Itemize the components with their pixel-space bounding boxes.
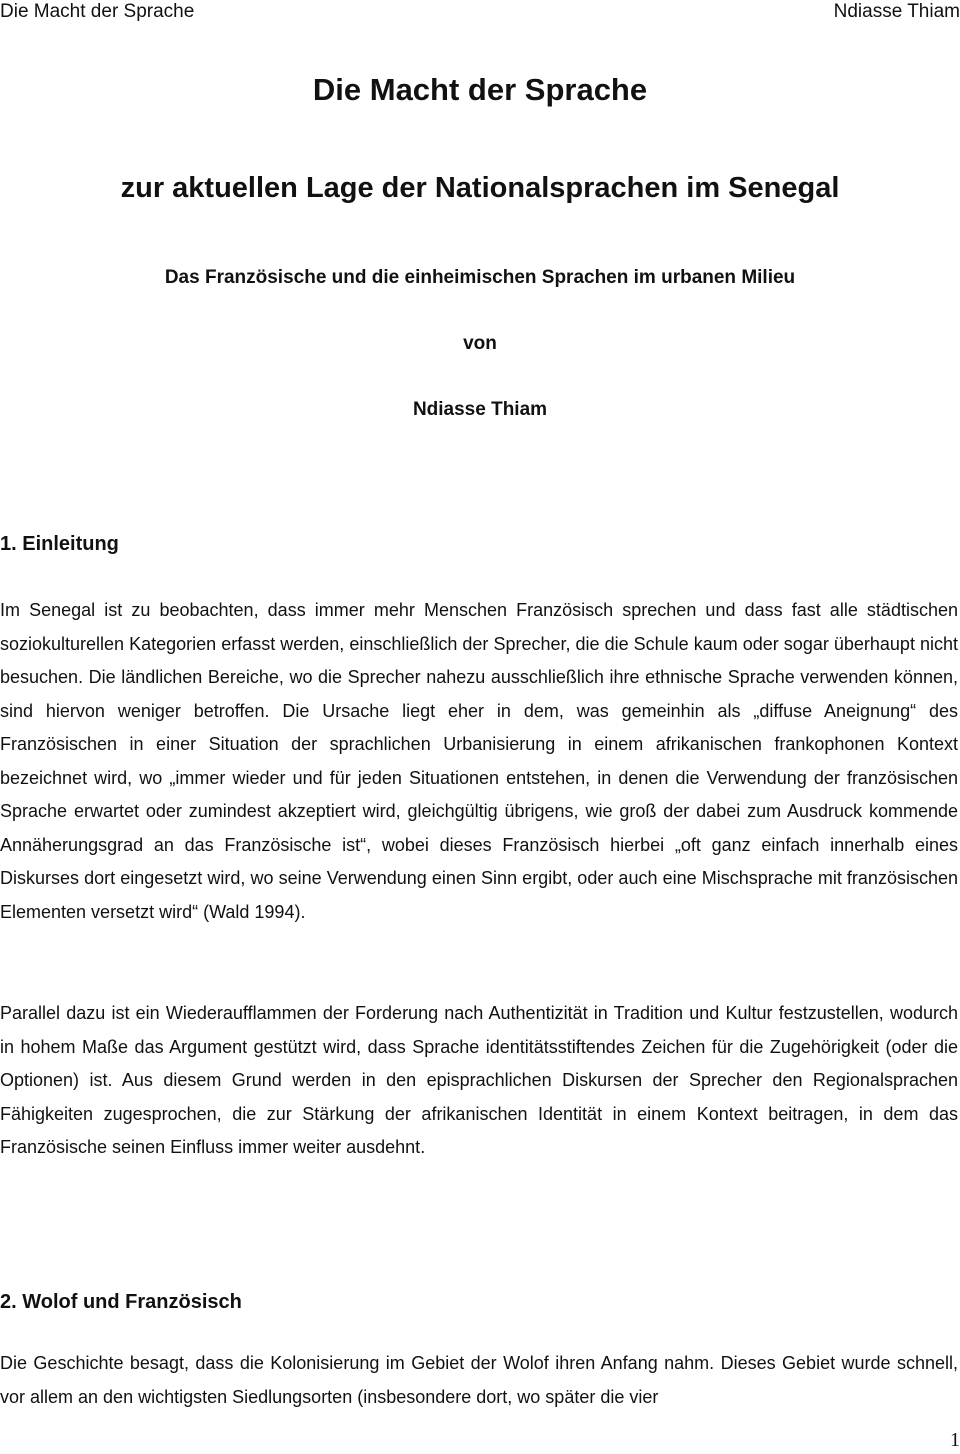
document-subtitle: zur aktuellen Lage der Nationalsprachen im Senegal [120, 172, 840, 204]
author-name: Ndiasse Thiam [412, 399, 548, 420]
document-subsubtitle: Das Französische und die einheimischen Sprachen im urbanen Milieu [164, 267, 796, 288]
header-left-title: Die Macht der Sprache [0, 1, 195, 22]
running-header [0, 0, 960, 24]
header-right-author: Ndiasse Thiam [833, 1, 960, 22]
section-heading-wolof-franzoesisch: 2. Wolof und Französisch [0, 1291, 242, 1313]
byline-von: von [463, 333, 497, 354]
paragraph: Im Senegal ist zu beobachten, dass immer mehr Menschen Französisch sprechen und dass fast alle städtischen soziokulturellen Kategorien erfasst werden, einschließlich der Sprecher, die die Schule kaum oder sogar überhaupt nicht besuchen. Die ländlichen Bereiche, wo die Sprecher nahezu ausschließlich ihre ethnische Sprache verwenden können, sind hiervon weniger betroffen. Die Ursache liegt eher in dem, was gemeinhin als „diffuse Aneignung“ des Französischen in einer Situation der sprachlichen Urbanisierung in einem afrikanischen frankophonen Kontext bezeichnet wird, wo „immer wieder und für jeden Situationen entstehen, in denen die Verwendung der französischen Sprache erwartet oder zumindest akzeptiert wird, gleichgültig übrigens, wie groß der dabei zum Ausdruck kommende Annäherungsgrad an das Französische ist“, wobei dieses Französisch hierbei „oft ganz einfach innerhalb eines Diskurses dort eingesetzt wird, wo seine Verwendung einen Sinn ergibt, oder auch eine Mischsprache mit französischen Elementen versetzt wird“ (Wald 1994). [0, 600, 958, 922]
page-number: 1 [950, 1429, 960, 1451]
paragraph: Parallel dazu ist ein Wiederaufflammen der Forderung nach Authentizität in Tradition und Kultur festzustellen, wodurch in hohem Maße das Argument gestützt wird, dass Sprache identitätsstiftendes Zeichen für die Zugehörigkeit (oder die Optionen) ist. Aus diesem Grund werden in den episprachlichen Diskursen der Sprecher den Regionalsprachen Fähigkeiten zugesprochen, die zur Stärkung der afrikanischen Identität in einem Kontext beitragen, in dem das Französische seinen Einfluss immer weiter ausdehnt. [0, 1003, 958, 1157]
section-heading-einleitung: 1. Einleitung [0, 533, 119, 555]
document-title: Die Macht der Sprache [312, 72, 648, 107]
paragraph: Die Geschichte besagt, dass die Kolonisierung im Gebiet der Wolof ihren Anfang nahm. Dieses Gebiet wurde schnell, vor allem an den wichtigsten Siedlungsorten (insbesondere dort, wo später die vier [0, 1353, 958, 1407]
